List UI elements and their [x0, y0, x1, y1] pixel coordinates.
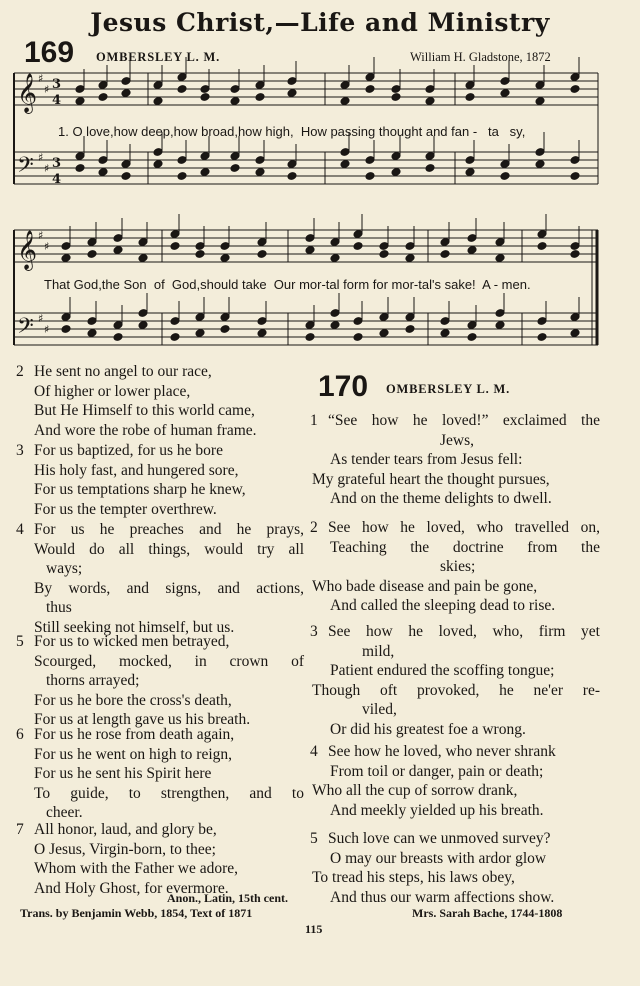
note-head — [535, 160, 545, 169]
note-head — [257, 250, 267, 259]
hymn-169-tune: OMBERSLEY L. M. — [96, 50, 221, 64]
sharp-icon: ♯ — [44, 162, 50, 175]
sharp-icon: ♯ — [44, 240, 50, 253]
bass-clef-icon: 𝄢 — [17, 153, 34, 183]
note-head — [440, 329, 450, 338]
stanza-169-5: 5 For us to wicked men betrayed, Scourged, mocked, in crown of thorns arrayed; For us he bore the cross's death, For us at length gave us his breath. — [16, 633, 304, 728]
note-head — [230, 164, 240, 173]
note-head — [220, 325, 230, 334]
note-head — [379, 329, 389, 338]
hymn-169-composer: William H. Gladstone, 1872 — [410, 50, 551, 64]
stanza-170-1: 1 “See how he loved!” exclaimed the Jews, As tender tears from Jesus fell: My grateful heart the thought pursues, And on the theme delights to dwell. — [310, 412, 600, 507]
note-head — [425, 97, 435, 106]
treble-clef-icon: 𝄞 — [17, 230, 38, 270]
stanza-170-4: 4 See how he loved, who never shrank From toil or danger, pain or death; Who all the cup of sorrow drank, And meekly yielded up his breath. — [310, 743, 556, 819]
note-head — [391, 93, 401, 102]
note-head — [340, 160, 350, 169]
note-head — [153, 160, 163, 169]
note-head — [405, 325, 415, 334]
note-head — [138, 321, 148, 330]
note-head — [287, 89, 297, 98]
note-head — [121, 89, 131, 98]
note-head — [537, 333, 547, 342]
note-head — [255, 168, 265, 177]
note-head — [340, 97, 350, 106]
note-head — [535, 97, 545, 106]
hymn-169-number: 169 — [24, 36, 75, 69]
note-head — [500, 89, 510, 98]
stanza-170-2: 2 See how he loved, who travelled on, Teaching the doctrine from the skies; Who bade disease and pain be gone, And called the sleeping dead to rise. — [310, 519, 600, 614]
note-head — [200, 168, 210, 177]
time-signature-top: 3 — [52, 77, 62, 92]
note-head — [495, 254, 505, 263]
note-head — [467, 333, 477, 342]
note-head — [500, 172, 510, 181]
note-head — [353, 242, 363, 251]
note-head — [138, 254, 148, 263]
note-head — [121, 172, 131, 181]
page-title: Jesus Christ,—Life and Ministry — [90, 8, 550, 37]
time-signature-bottom: 4 — [52, 93, 62, 108]
note-head — [170, 333, 180, 342]
lyric-line-2: That God,the Son of God,should take Our mor-tal form for mor-tal's sake! A - men. — [44, 277, 531, 292]
treble-clef-icon: 𝄞 — [17, 73, 38, 113]
note-head — [61, 254, 71, 263]
note-head — [495, 321, 505, 330]
stanza-169-3: 3 For us baptized, for us he bore His holy fast, and hungered sore, For us temptations sharp he knew, For us the tempter overthrew. — [16, 442, 246, 518]
credit-169-translator: Trans. by Benjamin Webb, 1854, Text of 1871 — [20, 906, 253, 920]
stanza-170-5: 5 Such love can we unmoved survey? O may our breasts with ardor glow To tread his steps, his laws obey, And thus our warm affections show. — [310, 830, 555, 906]
note-head — [153, 97, 163, 106]
music-score — [0, 0, 640, 360]
sharp-icon: ♯ — [44, 323, 50, 336]
stanza-169-2: 2 He sent no angel to our race, Of higher or lower place, But He Himself to this world came, And wore the robe of human frame. — [16, 363, 257, 439]
note-head — [255, 93, 265, 102]
note-head — [467, 246, 477, 255]
note-head — [75, 97, 85, 106]
note-head — [87, 250, 97, 259]
note-head — [405, 254, 415, 263]
page-number: 115 — [305, 922, 323, 936]
sharp-icon: ♯ — [38, 72, 44, 85]
note-head — [257, 329, 267, 338]
note-head — [570, 250, 580, 259]
note-head — [465, 93, 475, 102]
note-head — [75, 164, 85, 173]
note-head — [113, 333, 123, 342]
note-head — [440, 250, 450, 259]
note-head — [287, 172, 297, 181]
note-head — [230, 97, 240, 106]
note-head — [61, 325, 71, 334]
note-head — [220, 254, 230, 263]
note-head — [305, 333, 315, 342]
note-head — [330, 254, 340, 263]
sharp-icon: ♯ — [44, 83, 50, 96]
sharp-icon: ♯ — [38, 151, 44, 164]
note-head — [537, 242, 547, 251]
note-head — [391, 168, 401, 177]
stanza-169-6: 6 For us he rose from death again, For us he went on high to reign, For us he sent his Spirit here To guide, to strengthen, and to cheer. — [16, 726, 304, 821]
note-head — [305, 246, 315, 255]
credit-170-author: Mrs. Sarah Bache, 1744-1808 — [412, 906, 563, 920]
note-head — [113, 246, 123, 255]
note-head — [98, 93, 108, 102]
note-head — [177, 172, 187, 181]
note-head — [195, 329, 205, 338]
stanza-170-3: 3 See how he loved, who, firm yet mild, Patient endured the scoffing tongue; Though oft provoked, he ne'er re- viled, Or did his greatest foe a wrong. — [310, 623, 600, 738]
credit-169-author: Anon., Latin, 15th cent. — [166, 891, 288, 905]
note-head — [570, 172, 580, 181]
note-head — [200, 93, 210, 102]
note-head — [98, 168, 108, 177]
note-head — [330, 321, 340, 330]
note-head — [353, 333, 363, 342]
note-head — [170, 242, 180, 251]
note-head — [365, 85, 375, 94]
note-head — [379, 250, 389, 259]
hymn-170-tune: OMBERSLEY L. M. — [386, 382, 511, 396]
bass-clef-icon: 𝄢 — [17, 314, 34, 344]
stanza-169-4: 4 For us he preaches and he prays, Would do all things, would try all ways; By words, and signs, and actions, thus Still seeking not himself, but us. — [16, 521, 304, 636]
hymn-170-number: 170 — [318, 370, 369, 403]
note-head — [425, 164, 435, 173]
time-signature-top: 3 — [52, 156, 62, 171]
note-head — [177, 85, 187, 94]
note-head — [195, 250, 205, 259]
note-head — [365, 172, 375, 181]
time-signature-bottom: 4 — [52, 172, 62, 187]
sharp-icon: ♯ — [38, 229, 44, 242]
note-head — [570, 329, 580, 338]
lyric-line-1: 1. O love,how deep,how broad,how high, How passing thought and fan - ta sy, — [58, 124, 526, 139]
note-head — [465, 168, 475, 177]
stanza-169-7: 7 All honor, laud, and glory be, O Jesus, Virgin-born, to thee; Whom with the Father we adore, And Holy Ghost, for evermore. — [16, 821, 239, 897]
note-head — [87, 329, 97, 338]
note-head — [570, 85, 580, 94]
sharp-icon: ♯ — [38, 312, 44, 325]
